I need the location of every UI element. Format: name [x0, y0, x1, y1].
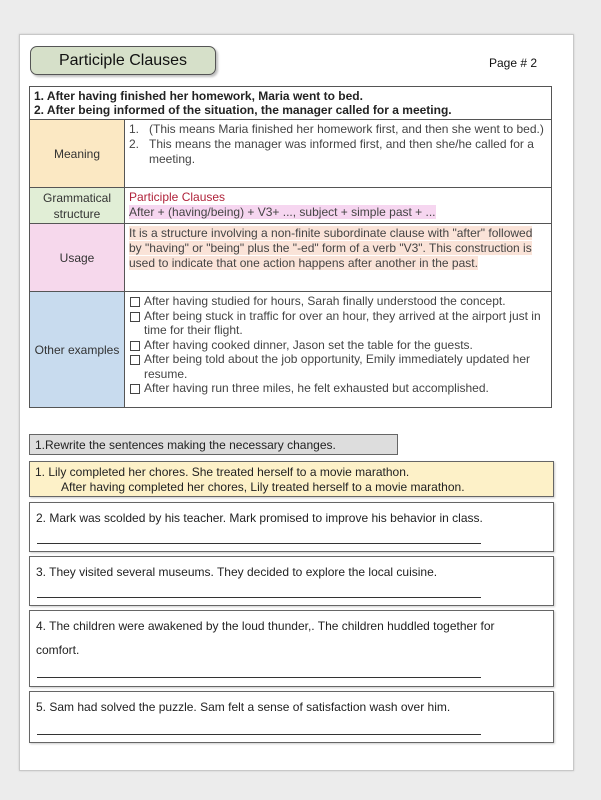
answer-line[interactable]: [37, 543, 481, 544]
question-4: [29, 610, 554, 687]
meaning-item: 1. (This means Maria finished her homework first, and then she went to bed.): [129, 122, 544, 136]
worksheet-page: [19, 34, 574, 771]
question-2: [29, 502, 554, 552]
grammar-label: Grammatical structure: [30, 188, 125, 224]
checkbox-icon: [130, 384, 140, 394]
usage-cell: [125, 224, 552, 292]
answer-line[interactable]: [37, 677, 481, 678]
question-3-text: 3. They visited several museums. They decided to explore the local cuisine.: [36, 565, 438, 579]
question-2-text: 2. Mark was scolded by his teacher. Mark promised to improve his behavior in class.: [36, 511, 483, 525]
answer-line[interactable]: [37, 734, 481, 735]
checkbox-icon: [130, 312, 140, 322]
list-item: After being stuck in traffic for over an hour, they arrived at the airport just in time for their flight.: [129, 309, 547, 338]
other-label: Other examples: [30, 292, 125, 408]
list-item: After having studied for hours, Sarah finally understood the concept.: [129, 294, 547, 309]
checkbox-icon: [130, 355, 140, 365]
question-4-text-cont: comfort.: [36, 643, 80, 657]
other-cell: [125, 292, 552, 408]
checkbox-icon: [130, 341, 140, 351]
meaning-row: [30, 120, 552, 188]
question-4-text: 4. The children were awakened by the loud thunder,. The children huddled together for: [36, 619, 495, 633]
meaning-item: 2. This means the manager was informed first, and then she/he called for a meeting.: [129, 137, 534, 166]
list-item: After being told about the job opportunity, Emily immediately updated her resume.: [129, 352, 547, 381]
question-5: [29, 691, 554, 743]
page-title: Participle Clauses: [30, 46, 216, 75]
question-3: [29, 556, 554, 606]
grammar-cell: [125, 188, 552, 224]
list-item: After having cooked dinner, Jason set the table for the guests.: [129, 338, 547, 353]
grammar-formula: After + (having/being) + V3+ ..., subject + simple past + ...: [129, 205, 436, 219]
answer-line[interactable]: [37, 597, 481, 598]
usage-text: It is a structure involving a non-finite subordinate clause with "after" followed by "having" or "being" plus the "-ed" form of a verb "V3". This construction is used to indicate that one action happens after another in the past.: [129, 226, 533, 270]
meaning-cell: [125, 120, 552, 188]
question-5-text: 5. Sam had solved the puzzle. Sam felt a sense of satisfaction wash over him.: [36, 700, 451, 714]
question-1-text: 1. Lily completed her chores. She treated herself to a movie marathon.: [35, 465, 410, 479]
grammar-table: [29, 86, 552, 408]
usage-label: Usage: [30, 224, 125, 292]
examples-header-row: [30, 87, 552, 120]
question-1: [29, 461, 554, 497]
exercise-heading: 1.Rewrite the sentences making the necessary changes.: [29, 434, 398, 455]
usage-row: [30, 224, 552, 292]
examples-header: [30, 87, 552, 120]
grammar-title: Participle Clauses: [129, 190, 226, 204]
page-number: Page # 2: [489, 56, 538, 70]
list-item: After having run three miles, he felt exhausted but accomplished.: [129, 381, 547, 396]
meaning-label: Meaning: [30, 120, 125, 188]
question-1-answer: After having completed her chores, Lily treated herself to a movie marathon.: [61, 480, 465, 494]
grammar-row: [30, 188, 552, 224]
example-sentence-2: 2. After being informed of the situation, the manager called for a meeting.: [34, 103, 452, 117]
example-sentence-1: 1. After having finished her homework, Maria went to bed.: [34, 89, 363, 103]
checkbox-icon: [130, 297, 140, 307]
other-row: [30, 292, 552, 408]
